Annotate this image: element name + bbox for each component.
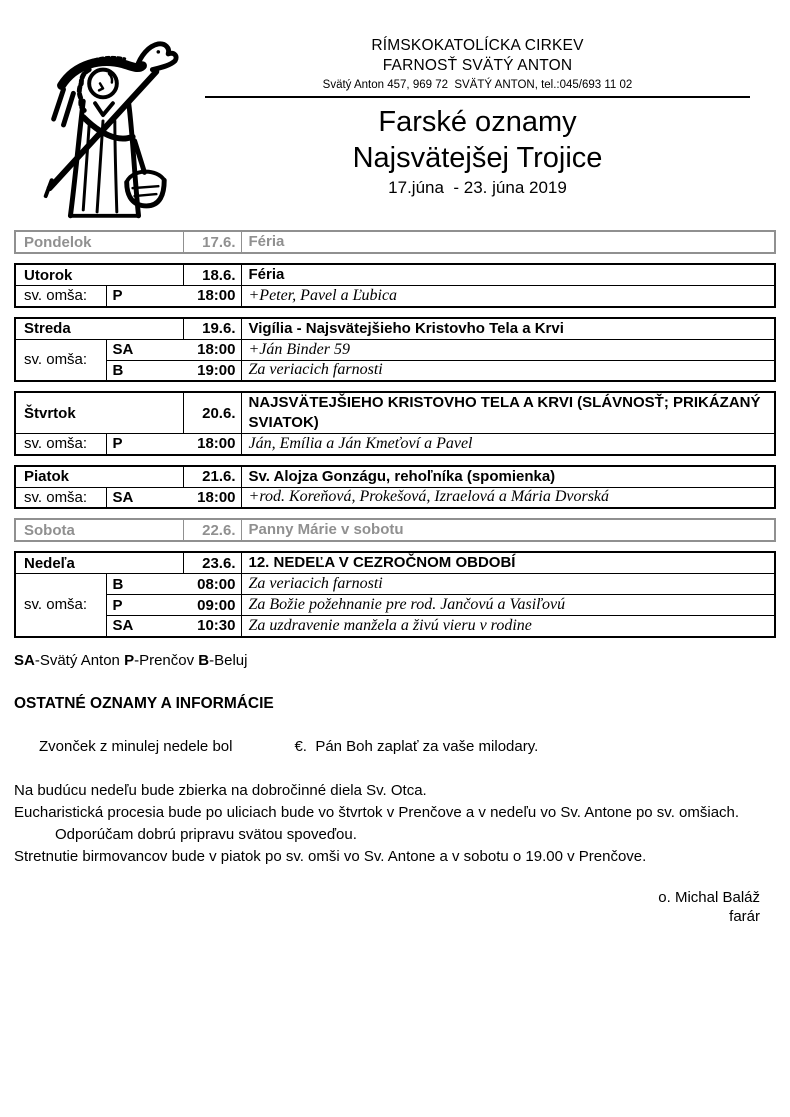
day-date: 17.6. — [183, 231, 241, 253]
legend-text-p: -Prenčov — [134, 651, 199, 669]
day-block-stvrtok — [14, 391, 776, 456]
day-date: 21.6. — [183, 466, 241, 488]
day-title: Panny Márie v sobotu — [241, 519, 775, 541]
mass-label: sv. omša: — [15, 434, 106, 455]
day-date: 22.6. — [183, 519, 241, 541]
day-name: Streda — [15, 318, 183, 340]
announcement-line — [14, 714, 776, 780]
mass-intention: +Ján Binder 59 — [241, 339, 775, 360]
parish-logo — [24, 20, 182, 222]
table-row — [15, 318, 775, 340]
day-date: 19.6. — [183, 318, 241, 340]
announcement-line: Odporúčam dobrú pripravu svätou spoveďou. — [55, 825, 357, 843]
header — [205, 36, 750, 200]
table-row — [15, 231, 775, 253]
mass-row — [15, 616, 775, 637]
announcement-line: Stretnutie birmovancov bude v piatok po sv. omši vo Sv. Antone a v sobotu o 19.00 v Prenčove. — [14, 847, 647, 865]
mass-time: 19:00 — [197, 361, 236, 379]
mass-place-code: P — [112, 596, 123, 614]
announcements-heading: OSTATNÉ OZNAMY A INFORMÁCIE — [14, 694, 274, 712]
mass-intention: Za veriacich farnosti — [241, 360, 775, 381]
mass-label: sv. omša: — [15, 574, 106, 637]
day-block-streda — [14, 317, 776, 383]
day-block-utorok — [14, 263, 776, 308]
mass-row — [15, 339, 775, 360]
collection-text-after-amount: €. Pán Boh zaplať za vaše milodary. — [294, 737, 539, 755]
table-row — [15, 519, 775, 541]
org-address: Svätý Anton 457, 969 72 SVÄTÝ ANTON, tel.:045/693 11 02 — [322, 79, 633, 91]
day-date: 23.6. — [183, 552, 241, 574]
good-shepherd-icon — [24, 20, 182, 222]
mass-place-code: SA — [112, 488, 134, 506]
day-title: Féria — [241, 264, 775, 286]
mass-time: 18:00 — [197, 287, 236, 305]
mass-intention: +Peter, Pavel a Ľubica — [241, 286, 775, 307]
day-title: NAJSVÄTEJŠIEHO KRISTOVHO TELA A KRVI (SLÁVNOSŤ; PRIKÁZANÝ SVIATOK) — [241, 392, 775, 434]
day-name: Sobota — [15, 519, 183, 541]
mass-row — [15, 487, 775, 508]
page-subtitle: Najsvätejšej Trojice — [352, 142, 603, 174]
day-title: Féria — [241, 231, 775, 253]
collection-text-before-amount: Zvonček z minulej nedele bol — [39, 737, 233, 755]
place-code-legend — [14, 650, 776, 672]
mass-row — [15, 434, 775, 455]
day-date: 18.6. — [183, 264, 241, 286]
mass-intention: +rod. Koreňová, Prokešová, Izraelová a Mária Dvorská — [241, 487, 775, 508]
day-block-sobota — [14, 518, 776, 542]
legend-text-sa: -Svätý Anton — [34, 651, 125, 669]
signature-role: farár — [729, 907, 760, 925]
day-title: 12. NEDEĽA V CEZROČNOM OBDOBÍ — [241, 552, 775, 574]
mass-row — [15, 595, 775, 616]
day-name: Nedeľa — [15, 552, 183, 574]
legend-code-b: B — [198, 651, 210, 669]
mass-row — [15, 574, 775, 595]
table-row — [15, 466, 775, 488]
mass-label: sv. omša: — [15, 339, 106, 381]
day-name: Pondelok — [15, 231, 183, 253]
header-divider — [205, 96, 750, 98]
schedule-and-announcements — [14, 230, 776, 926]
signature-block — [14, 888, 776, 926]
org-name-line1: RÍMSKOKATOLÍCKA CIRKEV — [371, 37, 584, 54]
page-title: Farské oznamy — [378, 106, 577, 138]
day-name: Piatok — [15, 466, 183, 488]
day-title: Vigília - Najsvätejšieho Kristovho Tela a Krvi — [241, 318, 775, 340]
day-name: Utorok — [15, 264, 183, 286]
day-block-piatok — [14, 465, 776, 510]
mass-intention: Za veriacich farnosti — [241, 574, 775, 595]
announcement-line: Na budúcu nedeľu bude zbierka na dobročinné diela Sv. Otca. — [14, 781, 427, 799]
legend-code-p: P — [124, 651, 135, 669]
mass-row — [15, 360, 775, 381]
day-block-pondelok — [14, 230, 776, 254]
mass-place-code: SA — [112, 617, 134, 635]
mass-time: 18:00 — [197, 435, 236, 453]
table-row — [15, 552, 775, 574]
mass-intention: Za Božie požehnanie pre rod. Jančovú a Vasiľovú — [241, 595, 775, 616]
mass-place-code: P — [112, 435, 123, 453]
mass-intention: Za uzdravenie manžela a živú vieru v rodine — [241, 616, 775, 637]
day-block-nedela — [14, 551, 776, 638]
mass-label: sv. omša: — [15, 286, 106, 307]
mass-label: sv. omša: — [15, 487, 106, 508]
signature-name: o. Michal Baláž — [658, 888, 760, 906]
mass-time: 08:00 — [197, 575, 236, 593]
day-date: 20.6. — [183, 392, 241, 434]
table-row — [15, 264, 775, 286]
mass-intention: Ján, Emília a Ján Kmeťoví a Pavel — [241, 434, 775, 455]
date-range: 17.júna - 23. júna 2019 — [388, 178, 567, 197]
day-title: Sv. Alojza Gonzágu, rehoľníka (spomienka) — [241, 466, 775, 488]
mass-place-code: B — [112, 575, 124, 593]
mass-row — [15, 286, 775, 307]
announcement-line: Eucharistická procesia bude po uliciach bude vo štvrtok v Prenčove a v nedeľu vo Sv. Antone po sv. omšiach. — [14, 803, 740, 821]
mass-time: 10:30 — [197, 617, 236, 635]
legend-text-b: -Beluj — [209, 651, 248, 669]
table-row — [15, 392, 775, 434]
mass-time: 18:00 — [197, 341, 236, 358]
day-name: Štvrtok — [15, 392, 183, 434]
org-name-line2: FARNOSŤ SVÄTÝ ANTON — [382, 57, 573, 74]
mass-time: 09:00 — [197, 596, 236, 614]
mass-place-code: P — [112, 287, 123, 305]
legend-code-sa: SA — [14, 651, 35, 669]
mass-time: 18:00 — [197, 488, 236, 506]
mass-place-code: B — [112, 361, 124, 379]
mass-place-code: SA — [112, 341, 134, 358]
